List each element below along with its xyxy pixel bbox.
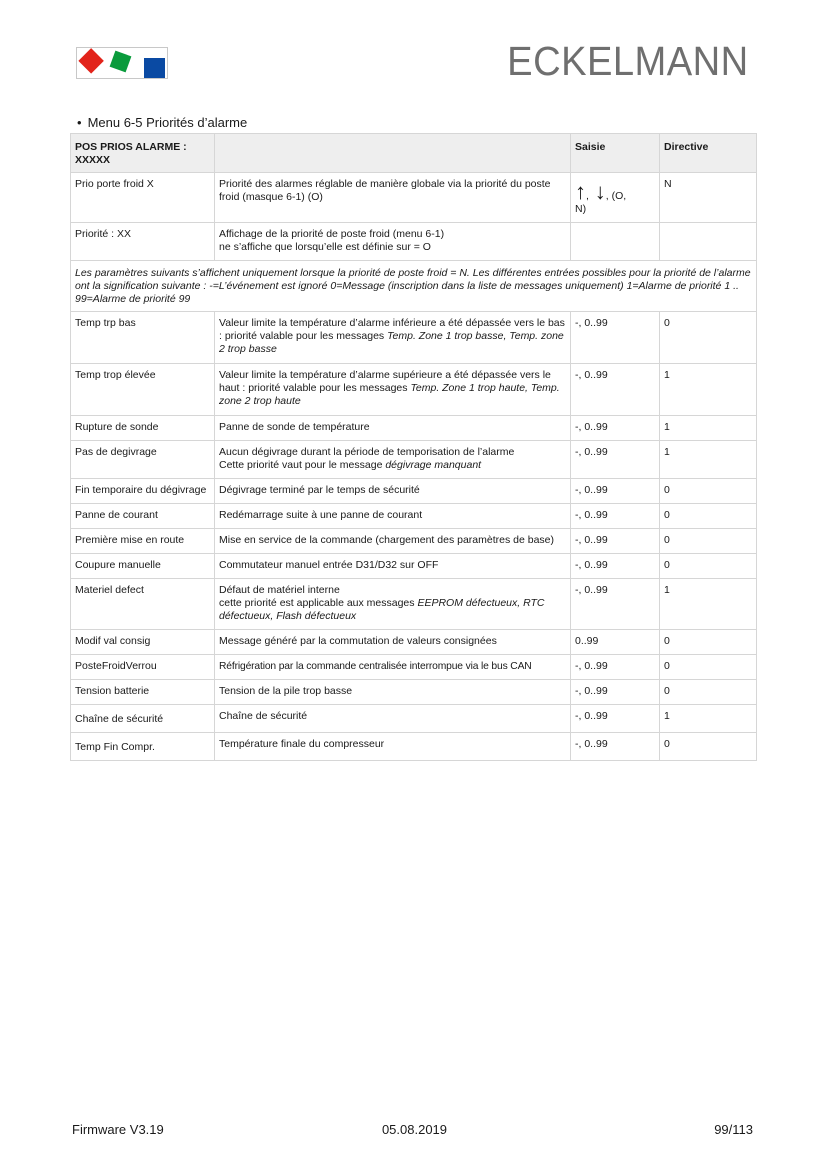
bullet: • [77, 115, 82, 130]
param-name: Prio porte froid X [71, 173, 215, 223]
description-text: Valeur limite la température d’alarme inférieure a été dépassée vers le bas : priorité valable pour les messages [219, 317, 565, 342]
description-italic: Temp. Zone 1 trop basse, Temp. zone 2 trop basse [219, 330, 564, 355]
param-entry: -, 0..99 [571, 554, 660, 579]
param-name: Temp trop élevée [71, 364, 215, 416]
arrow-down-icon: ↓ [594, 179, 606, 204]
param-directive: 0 [660, 504, 757, 529]
param-directive [660, 223, 757, 261]
note-row [71, 261, 757, 312]
param-directive: 1 [660, 441, 757, 479]
param-description [215, 364, 571, 416]
param-description: Commutateur manuel entrée D31/D32 sur OFF [215, 554, 571, 579]
table-row [71, 680, 757, 705]
footer-date: 05.08.2019 [381, 1122, 448, 1137]
param-name: Panne de courant [71, 504, 215, 529]
param-entry: -, 0..99 [571, 733, 660, 761]
header-parameter: POS PRIOS ALARME : XXXXX [71, 134, 215, 173]
param-directive: 0 [660, 733, 757, 761]
param-directive: 1 [660, 364, 757, 416]
table-row [71, 223, 757, 261]
table-row [71, 579, 757, 630]
param-description [215, 312, 571, 364]
param-directive: 1 [660, 579, 757, 630]
header-entry: Saisie [571, 134, 660, 173]
param-entry: 0..99 [571, 630, 660, 655]
param-entry: -, 0..99 [571, 655, 660, 680]
param-description: Température finale du compresseur [215, 733, 571, 761]
param-name: Modif val consig [71, 630, 215, 655]
param-name: Chaîne de sécurité [71, 705, 215, 733]
param-directive: 0 [660, 554, 757, 579]
param-directive: 0 [660, 680, 757, 705]
param-description: Chaîne de sécurité [215, 705, 571, 733]
param-description: Redémarrage suite à une panne de courant [215, 504, 571, 529]
param-entry: -, 0..99 [571, 705, 660, 733]
param-entry: -, 0..99 [571, 479, 660, 504]
table-row [71, 416, 757, 441]
param-directive: N [660, 173, 757, 223]
brand-wordmark: ECKELMANN [507, 38, 749, 84]
param-entry [571, 173, 660, 223]
param-name: Rupture de sonde [71, 416, 215, 441]
alarm-priority-table [70, 133, 757, 761]
footer-page-number: 99/113 [714, 1122, 753, 1137]
param-entry [571, 223, 660, 261]
param-entry: -, 0..99 [571, 416, 660, 441]
param-description: Tension de la pile trop basse [215, 680, 571, 705]
table-row [71, 733, 757, 761]
param-entry: -, 0..99 [571, 441, 660, 479]
description-line: Affichage de la priorité de poste froid (menu 6-1) [219, 228, 445, 240]
description-italic: EEPROM défectueux, RTC défectueux, Flash défectueux [219, 597, 545, 622]
param-name: Fin temporaire du dégivrage [71, 479, 215, 504]
footer-firmware: Firmware V3.19 [72, 1122, 164, 1137]
param-description: Message généré par la commutation de valeurs consignées [215, 630, 571, 655]
logo-blue-square [144, 58, 165, 78]
table-row [71, 173, 757, 223]
table-row [71, 364, 757, 416]
param-description [215, 579, 571, 630]
description-italic: Temp. Zone 1 trop haute, Temp. zone 2 trop haute [219, 382, 560, 407]
param-entry: -, 0..99 [571, 504, 660, 529]
param-name: Tension batterie [71, 680, 215, 705]
table-row [71, 529, 757, 554]
param-directive: 0 [660, 479, 757, 504]
header-directive: Directive [660, 134, 757, 173]
param-directive: 0 [660, 529, 757, 554]
table-row [71, 630, 757, 655]
description-text: cette priorité est applicable aux messages [219, 597, 418, 609]
header-description [215, 134, 571, 173]
entry-separator: , [586, 190, 589, 202]
param-description [215, 223, 571, 261]
param-description: Dégivrage terminé par le temps de sécurité [215, 479, 571, 504]
entry-separator: , (O, [605, 190, 627, 202]
entry-tail: N) [575, 203, 587, 215]
table-row [71, 312, 757, 364]
table-row [71, 504, 757, 529]
description-line: ne s’affiche que lorsqu’elle est définie sur = O [219, 241, 431, 253]
param-name: Temp Fin Compr. [71, 733, 215, 761]
table-row [71, 655, 757, 680]
description-text: Aucun dégivrage durant la période de temporisation de l’alarme [219, 446, 515, 458]
param-directive: 1 [660, 705, 757, 733]
param-entry: -, 0..99 [571, 579, 660, 630]
table-note: Les paramètres suivants s’affichent uniquement lorsque la priorité de poste froid = N. Les différentes entrées possibles pour la priorité de l’alarme ont la signification suivante : -=L’événement est ignoré 0=Message (inscription dans la liste de messages uniquement) 1=Alarme de priorité 1 .. 99=Alarme de priorité 99 [71, 261, 757, 312]
param-entry: -, 0..99 [571, 364, 660, 416]
section-title [77, 115, 247, 130]
eckelmann-logo [76, 47, 168, 79]
table-row [71, 554, 757, 579]
description-text: Défaut de matériel interne [219, 584, 340, 596]
param-name: Priorité : XX [71, 223, 215, 261]
param-directive: 0 [660, 630, 757, 655]
description-text: Valeur limite la température d’alarme supérieure a été dépassée vers le haut : priorité valable pour les messages [219, 369, 551, 394]
param-description [215, 441, 571, 479]
description-text: Cette priorité vaut pour le message [219, 459, 386, 471]
param-name: Temp trp bas [71, 312, 215, 364]
param-description: Mise en service de la commande (chargement des paramètres de base) [215, 529, 571, 554]
param-description: Panne de sonde de température [215, 416, 571, 441]
param-description: Priorité des alarmes réglable de manière globale via la priorité du poste froid (masque 6-1) (O) [215, 173, 571, 223]
logo-red-diamond [78, 48, 103, 73]
param-entry: -, 0..99 [571, 680, 660, 705]
description-italic: dégivrage manquant [385, 459, 482, 471]
param-directive: 0 [660, 312, 757, 364]
param-directive: 1 [660, 416, 757, 441]
param-name: Coupure manuelle [71, 554, 215, 579]
table-row [71, 479, 757, 504]
table-row [71, 705, 757, 733]
section-title-text: Menu 6-5 Priorités d’alarme [87, 115, 248, 130]
param-name: Première mise en route [71, 529, 215, 554]
param-entry: -, 0..99 [571, 312, 660, 364]
param-name: Pas de degivrage [71, 441, 215, 479]
param-directive: 0 [660, 655, 757, 680]
param-description: Réfrigération par la commande centralisée interrompue via le bus CAN [215, 655, 571, 680]
logo-green-diamond [110, 51, 132, 73]
param-entry: -, 0..99 [571, 529, 660, 554]
table-row [71, 441, 757, 479]
param-name: PosteFroidVerrou [71, 655, 215, 680]
param-name: Materiel defect [71, 579, 215, 630]
arrow-up-icon: ↑ [575, 179, 586, 204]
table-header-row [71, 134, 757, 173]
